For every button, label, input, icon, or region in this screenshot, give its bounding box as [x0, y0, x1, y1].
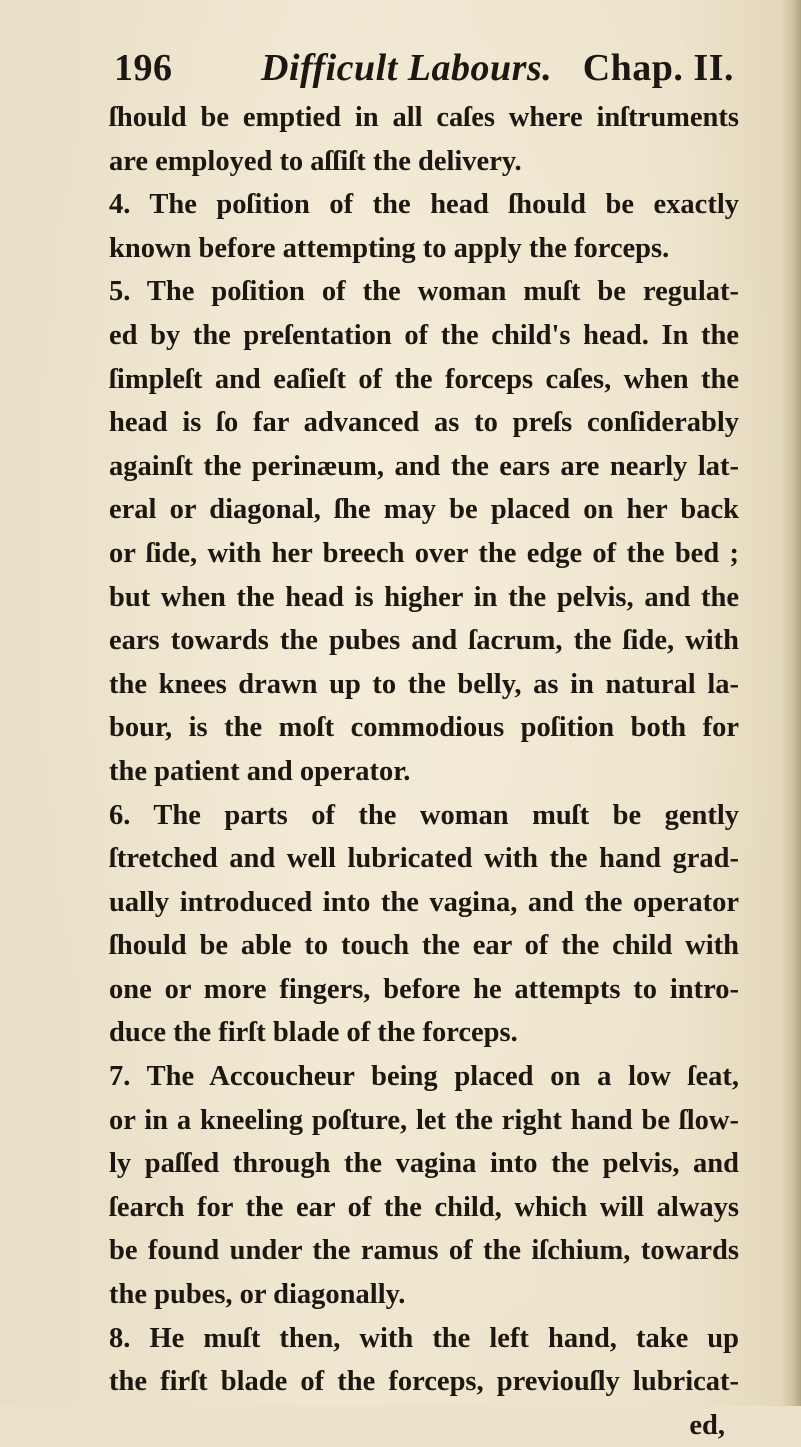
text-line: or in a kneeling poſture, let the right hand be ſlow- — [109, 1104, 739, 1136]
text-line: ſimpleſt and eaſieſt of the forceps caſes, when the — [109, 363, 739, 395]
running-title: Difficult Labours. — [261, 47, 553, 89]
text-line: eral or diagonal, ſhe may be placed on her back — [109, 494, 739, 526]
text-line: ſhould be able to touch the ear of the child with — [109, 930, 739, 962]
text-line: bour, is the moſt commodious poſition both for — [109, 712, 739, 744]
chapter-label: Chap. II. — [582, 47, 734, 89]
text-line: but when the head is higher in the pelvis, and the — [109, 581, 739, 613]
catchword: ed, — [689, 1409, 725, 1441]
text-line: ſhould be emptied in all caſes where inſtruments — [109, 102, 739, 133]
text-line: the patient and operator. — [109, 755, 411, 787]
text-line: ly paſſed through the vagina into the pelvis, and — [109, 1148, 739, 1180]
page-edge-shadow — [781, 0, 801, 1406]
text-line: be found under the ramus of the iſchium, towards — [109, 1235, 739, 1267]
text-line: 7. The Accoucheur being placed on a low ſeat, — [109, 1061, 739, 1093]
text-line: the pubes, or diagonally. — [109, 1279, 406, 1311]
text-line: head is ſo far advanced as to preſs conſiderably — [109, 407, 739, 439]
text-line: ears towards the pubes and ſacrum, the ſide, with — [109, 625, 739, 657]
text-line: ſearch for the ear of the child, which will always — [109, 1191, 739, 1223]
text-line: the firſt blade of the forceps, previouſly lubricat- — [109, 1366, 739, 1398]
text-line: againſt the perinæum, and the ears are nearly lat- — [109, 450, 739, 482]
text-line: ſtretched and well lubricated with the hand grad- — [109, 843, 739, 875]
text-line: one or more fingers, before he attempts to intro- — [109, 973, 739, 1005]
page-number: 196 — [114, 47, 173, 89]
body-text — [109, 96, 739, 1447]
text-line: 8. He muſt then, with the left hand, take up — [109, 1322, 739, 1354]
text-line: ed by the preſentation of the child's head. In the — [109, 319, 739, 351]
text-line: duce the firſt blade of the forceps. — [109, 1017, 518, 1049]
text-line: ually introduced into the vagina, and the operator — [109, 886, 739, 918]
running-head — [114, 42, 734, 94]
text-line: 5. The poſition of the woman muſt be regulat- — [109, 276, 739, 308]
text-line: the knees drawn up to the belly, as in natural la- — [109, 668, 739, 700]
text-line: are employed to aſſiſt the delivery. — [109, 145, 522, 177]
text-line: 4. The poſition of the head ſhould be exactly — [109, 189, 739, 221]
text-line: 6. The parts of the woman muſt be gently — [109, 799, 739, 831]
text-line: known before attempting to apply the forceps. — [109, 232, 670, 264]
text-line: or ſide, with her breech over the edge of the bed ; — [109, 537, 739, 569]
